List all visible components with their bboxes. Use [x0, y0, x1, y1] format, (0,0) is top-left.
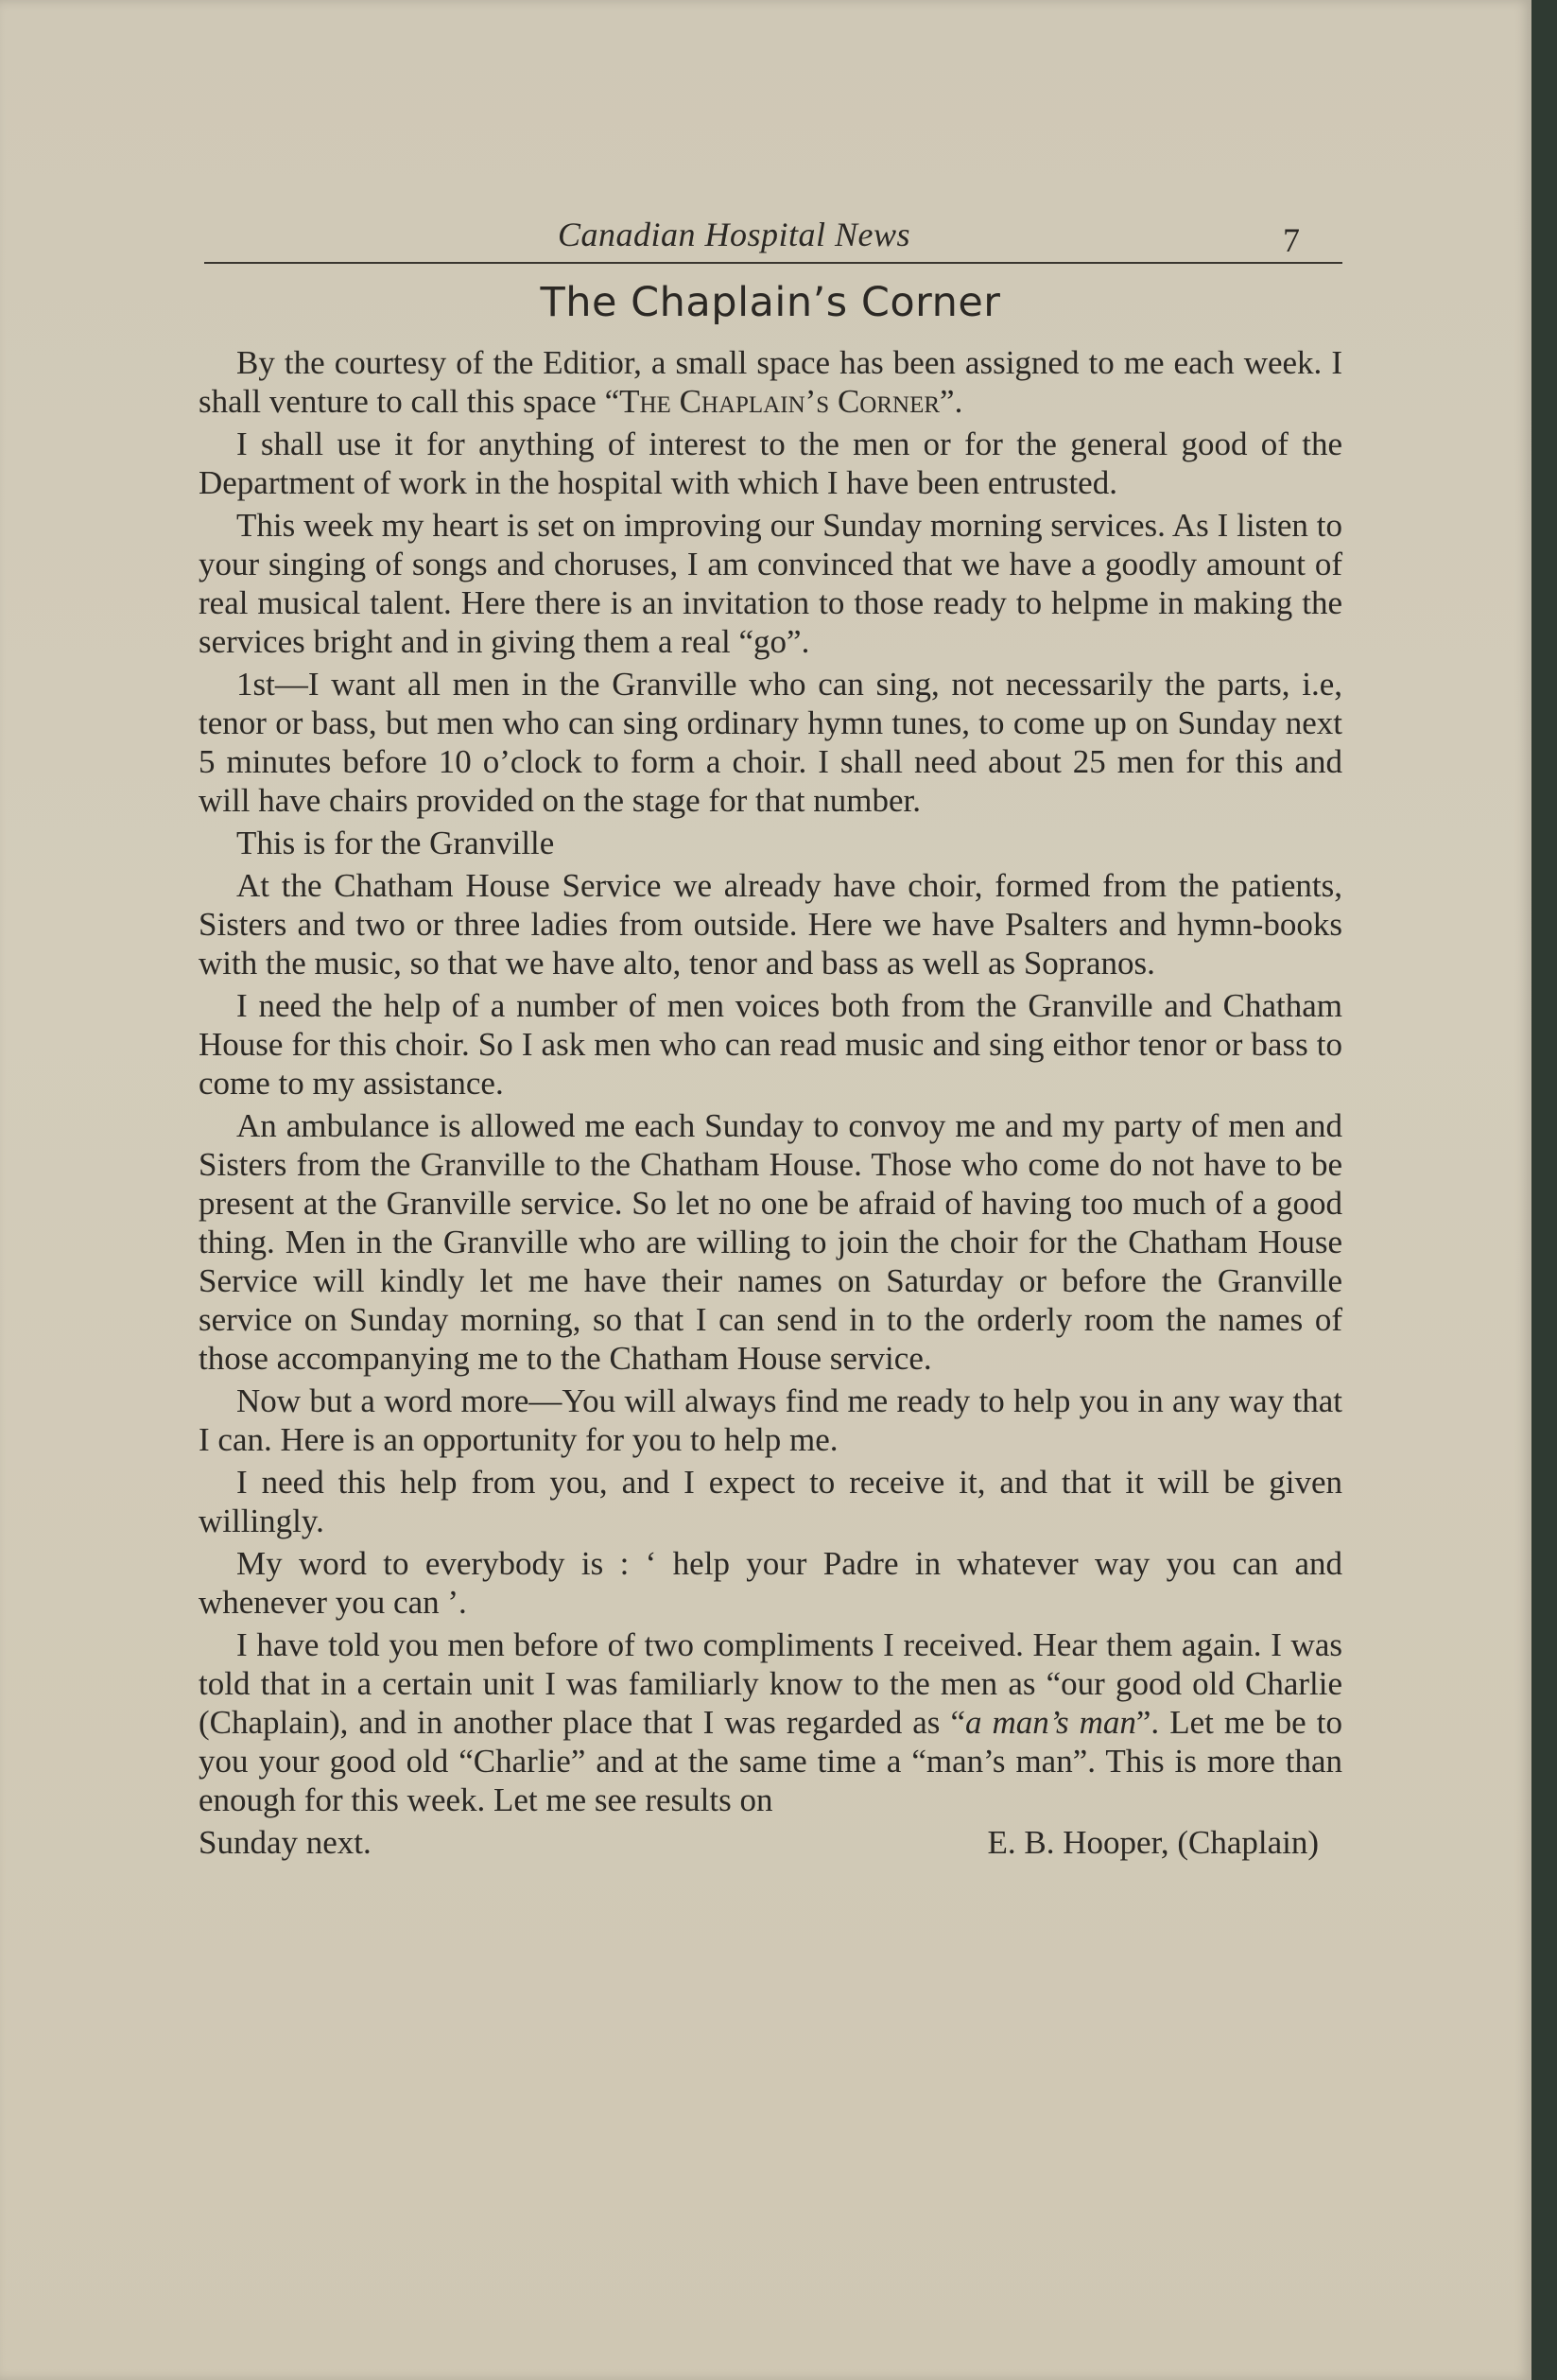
- paragraph-2: I shall use it for anything of interest to the men or for the general good of the Department of work in the hospital with which I have been entrusted.: [199, 426, 1342, 501]
- closing-row: [199, 1823, 1342, 1862]
- paragraph-12-italic: a man’s man: [965, 1704, 1136, 1741]
- paragraph-1: [199, 343, 1342, 421]
- paragraph-7: I need the help of a number of men voices both from the Granville and Chatham House for this choir. So I ask men who can read music and sing eithor tenor or bass to come to my assistance.: [199, 987, 1342, 1102]
- paragraph-12: [199, 1625, 1342, 1819]
- header-rule: [204, 262, 1342, 264]
- paragraph-12-start: I have told you men before of two compliments I received. Hear them again. I was told that in a certain unit I was familiarly know to the men as “our good old Charlie (Chaplain), and in another place that I was regarded as “: [199, 1626, 1342, 1741]
- paragraph-5: This is for the Granville: [236, 825, 555, 861]
- paragraph-1-start: By the courtesy of the Editior, a small space has been assigned to me each week. I shall venture to call this space “: [199, 344, 1342, 420]
- paragraph-8: An ambulance is allowed me each Sunday to convoy me and my party of men and Sisters from the Granville to the Chatham House. Those who come do not have to be present at the Granville service. So let no one be afraid of having too much of a good thing. Men in the Granville who are willing to join the choir for the Chatham House Service will kindly let me have their names on Saturday or before the Granville service on Sunday morning, so that I can send in to the orderly room the names of those accompanying me to the Chatham House service.: [199, 1107, 1342, 1377]
- paragraph-1-end: ”.: [940, 383, 963, 420]
- page-content: [199, 213, 1342, 1862]
- paragraph-9: Now but a word more—You will always find me ready to help you in any way that I can. Here is an opportunity for you to help me.: [199, 1382, 1342, 1458]
- paragraph-3: This week my heart is set on improving our Sunday morning services. As I listen to your singing of songs and choruses, I am convinced that we have a goodly amount of real musical talent. Here there is an invitation to those ready to helpme in making the services bright and in giving them a real “go”.: [199, 507, 1342, 660]
- paragraph-6: At the Chatham House Service we already have choir, formed from the patients, Sisters and two or three ladies from outside. Here we have Psalters and hymn-books with the music, so that we have alto, tenor and bass as well as Sopranos.: [199, 867, 1342, 982]
- page-number: 7: [1283, 221, 1300, 259]
- running-header: [199, 213, 1342, 269]
- paragraph-12-end: ”. Let me be to you your good old “Charlie” and at the same time a “man’s man”. This is more than enough for this week. Let me see results on: [199, 1704, 1342, 1818]
- paragraph-10: I need this help from you, and I expect to receive it, and that it will be given willingly.: [199, 1464, 1342, 1539]
- paragraph-1-caps: The Chaplain’s Corner: [619, 383, 941, 420]
- paragraph-4: 1st—I want all men in the Granville who can sing, not necessarily the parts, i.e, tenor or bass, but men who can sing ordinary hymn tunes, to come up on Sunday next 5 minutes before 10 o’clock to form a choir. I shall need about 25 men for this and will have chairs provided on the stage for that number.: [199, 666, 1342, 819]
- running-title: Canadian Hospital News: [558, 216, 911, 253]
- closing-line: Sunday next.: [199, 1824, 372, 1861]
- signature: E. B. Hooper, (Chaplain): [987, 1824, 1319, 1861]
- paragraph-11: My word to everybody is : ‘ help your Padre in whatever way you can and whenever you can ’.: [199, 1545, 1342, 1621]
- article-title: The Chaplain’s Corner: [540, 279, 1001, 326]
